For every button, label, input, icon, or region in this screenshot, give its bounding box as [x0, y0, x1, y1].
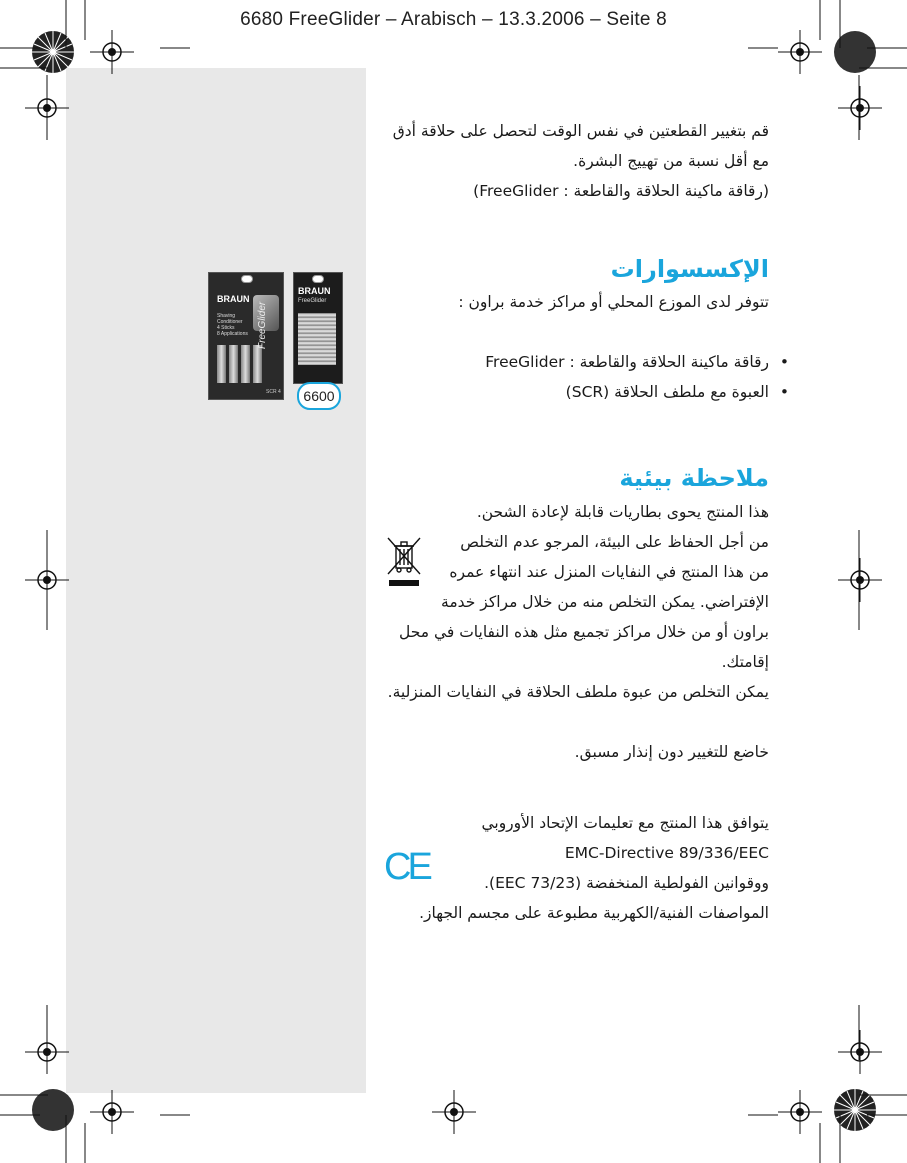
package-sticks — [217, 345, 262, 383]
crossed-bin-icon — [386, 536, 422, 588]
intro-paragraph — [393, 116, 769, 206]
page-header: 6680 FreeGlider – Arabisch – 13.3.2006 – Seite 8 — [240, 9, 667, 30]
package-product-name: FreeGlider — [298, 298, 327, 304]
package-code: SCR 4 — [266, 389, 281, 395]
intro-line: قم بتغيير القطعتين في نفس الوقت لتحصل على حلاقة أدق — [392, 122, 769, 140]
accessories-heading: الإكسسوارات — [610, 255, 769, 283]
foil-cutter-package — [293, 272, 343, 384]
intro-line: (رقاقة ماكينة الحلاقة والقاطعة : FreeGlider) — [473, 182, 769, 200]
ce-mark: CE — [384, 846, 429, 888]
model-number-badge: 6600 — [297, 382, 341, 410]
package-brand-logo: BRAUN — [217, 294, 250, 304]
accessories-intro: تتوفر لدى الموزع المحلي أو مراكز خدمة براون : — [458, 293, 769, 311]
list-item: العبوة مع ملطف الحلاقة (SCR) • — [485, 377, 769, 407]
environment-heading: ملاحظة بيئية — [619, 464, 769, 492]
package-text: Shaving Conditioner 4 Sticks 8 Applications — [217, 313, 248, 337]
shaving-conditioner-package — [208, 272, 284, 400]
compliance-paragraph: يتوافق هذا المنتج مع تعليمات الإتحاد الأوروبي EMC-Directive 89/336/EEC ووقوانين الفولطية المنخفضة (73/23 EEC). المواصفات الفنية/الكهربية مطبوعة على مجسم الجهاز. — [419, 814, 769, 922]
package-brand-logo: BRAUN — [298, 286, 331, 296]
list-item: رقاقة ماكينة الحلاقة والقاطعة : FreeGlider • — [485, 347, 769, 377]
environment-paragraph: هذا المنتج يحوى بطاريات قابلة لإعادة الشحن. من أجل الحفاظ على البيئة، المرجو عدم التخلص من هذا المنتج في النفايات المنزل عند انتهاء عمره الإفتراضي. يمكن التخلص منه من خلال مراكز خدمة براون أو من خلال مراكز تجميع مثل هذه النفايات في محل إقامتك. يمكن التخلص من عبوة ملطف الحلاقة في النفايات المنزلية. — [387, 503, 769, 701]
change-notice: خاضع للتغيير دون إنذار مسبق. — [574, 743, 769, 761]
package-foil-image — [298, 313, 336, 365]
accessories-list — [485, 347, 769, 407]
intro-line: مع أقل نسبة من تهييج البشرة. — [573, 152, 769, 170]
